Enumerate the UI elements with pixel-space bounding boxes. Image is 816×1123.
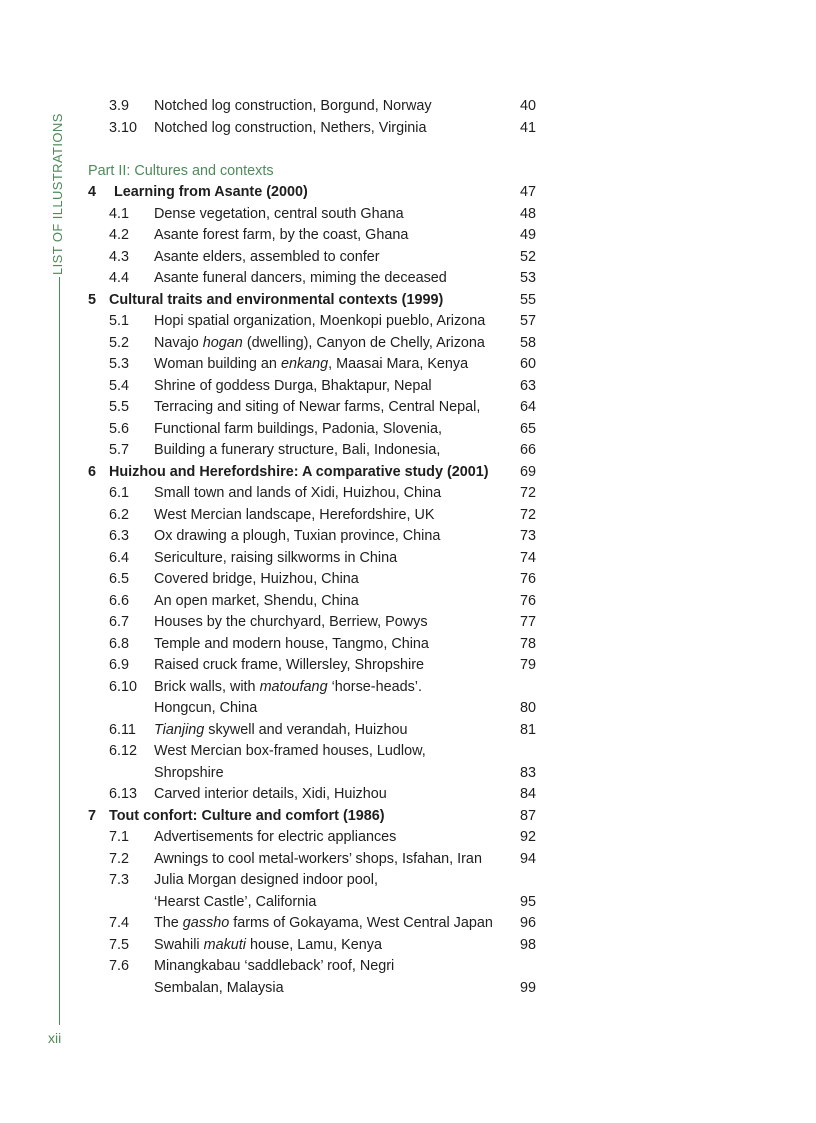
caption-part: (dwelling), Canyon de Chelly, Arizona xyxy=(242,334,485,351)
figure-caption: Shrine of goddess Durga, Bhaktapur, Nepal xyxy=(154,377,432,394)
page-ref: 94 xyxy=(519,850,536,867)
chapter-heading xyxy=(88,462,540,484)
page-ref: 78 xyxy=(519,635,536,652)
page-ref: 48 xyxy=(519,205,536,222)
figure-number: 7.5 xyxy=(109,936,130,953)
list-item xyxy=(88,311,540,333)
figure-number: 6.7 xyxy=(109,614,130,630)
list-item xyxy=(88,591,540,613)
page-ref: 41 xyxy=(519,119,536,136)
figure-number: 6.13 xyxy=(109,786,138,802)
figure-caption xyxy=(154,935,382,957)
figure-caption: West Mercian landscape, Herefordshire, UK xyxy=(154,506,435,523)
figure-number: 6.3 xyxy=(109,528,130,544)
caption-part: house, Lamu, Kenya xyxy=(245,936,382,953)
chapter-number: 7 xyxy=(88,807,97,824)
list-item-continuation xyxy=(88,763,540,785)
figure-caption: Houses by the churchyard, Berriew, Powys xyxy=(154,614,428,630)
figure-caption: Small town and lands of Xidi, Huizhou, China xyxy=(154,485,442,501)
figure-caption: Julia Morgan designed indoor pool, xyxy=(154,872,379,888)
figure-caption: Advertisements for electric appliances xyxy=(154,829,397,845)
caption-part: , Maasai Mara, Kenya xyxy=(328,356,469,372)
page-ref: 63 xyxy=(519,377,536,394)
page-ref: 96 xyxy=(519,915,536,931)
list-item xyxy=(88,677,540,699)
list-item xyxy=(88,268,540,290)
list-item xyxy=(88,505,540,527)
figure-number: 4.2 xyxy=(109,227,130,243)
list-item xyxy=(88,634,540,656)
figure-caption xyxy=(154,333,485,355)
figure-number: 6.5 xyxy=(109,571,130,587)
list-item xyxy=(88,397,540,419)
page-ref: 57 xyxy=(519,313,536,329)
chapter-heading xyxy=(88,806,540,828)
page-ref: 49 xyxy=(519,227,536,243)
page-ref: 72 xyxy=(519,506,536,523)
page-ref: 64 xyxy=(519,399,536,415)
caption-italic: gassho xyxy=(182,915,230,931)
figure-number: 7.1 xyxy=(109,829,130,845)
figure-number: 3.9 xyxy=(109,98,130,114)
page-ref: 55 xyxy=(519,291,536,308)
running-head-rule xyxy=(59,277,60,1025)
chapter-number: 6 xyxy=(88,463,97,480)
figure-caption: Temple and modern house, Tangmo, China xyxy=(154,635,429,652)
page-ref: 77 xyxy=(519,614,536,630)
chapter-number: 5 xyxy=(88,291,97,308)
chapter-number: 4 xyxy=(88,184,97,200)
figure-number: 7.6 xyxy=(109,958,130,974)
list-item xyxy=(88,333,540,355)
figure-number: 6.10 xyxy=(109,678,138,695)
list-item xyxy=(88,376,540,398)
caption-italic: matoufang xyxy=(259,678,328,695)
caption-part: Brick walls, with xyxy=(154,678,260,695)
figure-number: 4.3 xyxy=(109,248,130,265)
figure-number: 6.4 xyxy=(109,549,130,566)
list-item xyxy=(88,204,540,226)
page-ref: 52 xyxy=(519,248,536,265)
figure-number: 4.1 xyxy=(109,205,130,222)
list-item xyxy=(88,225,540,247)
figure-number: 5.5 xyxy=(109,399,130,415)
list-item xyxy=(88,440,540,462)
figure-number: 6.11 xyxy=(109,721,136,738)
caption-italic: hogan xyxy=(202,334,243,351)
page-ref: 58 xyxy=(519,334,536,351)
list-item xyxy=(88,870,540,892)
figure-caption: Building a funerary structure, Bali, Indonesia, xyxy=(154,442,441,458)
running-head xyxy=(50,95,70,1025)
list-item xyxy=(88,741,540,763)
figure-number: 4.4 xyxy=(109,270,130,286)
page-ref: 60 xyxy=(519,356,536,372)
list-item xyxy=(88,655,540,677)
chapter-title: Cultural traits and environmental contexts (1999) xyxy=(109,291,444,308)
page-ref: 79 xyxy=(519,657,536,673)
illustrations-list xyxy=(88,96,540,999)
figure-caption: Dense vegetation, central south Ghana xyxy=(154,205,404,222)
page-ref: 53 xyxy=(519,270,536,286)
page-ref: 66 xyxy=(519,442,536,458)
list-item xyxy=(88,247,540,269)
figure-caption: Awnings to cool metal-workers’ shops, Isfahan, Iran xyxy=(154,850,482,867)
list-item xyxy=(88,526,540,548)
figure-number: 5.6 xyxy=(109,420,130,437)
figure-number: 6.9 xyxy=(109,657,130,673)
list-item xyxy=(88,483,540,505)
figure-caption: Asante elders, assembled to confer xyxy=(154,248,380,265)
running-head-label: LIST OF ILLUSTRATIONS xyxy=(50,113,65,275)
figure-caption xyxy=(154,720,407,742)
caption-part: skywell and verandah, Huizhou xyxy=(204,721,408,738)
page-ref: 65 xyxy=(519,420,536,437)
list-item xyxy=(88,849,540,871)
caption-italic: makuti xyxy=(203,936,246,953)
figure-caption: Asante funeral dancers, miming the deceased xyxy=(154,270,447,286)
chapter-heading xyxy=(88,182,540,204)
page-ref: 84 xyxy=(519,786,536,802)
figure-caption xyxy=(154,354,468,376)
figure-number: 5.7 xyxy=(109,442,130,458)
figure-caption: An open market, Shendu, China xyxy=(154,592,359,609)
list-item xyxy=(88,612,540,634)
list-item xyxy=(88,913,540,935)
figure-caption: Raised cruck frame, Willersley, Shropshire xyxy=(154,657,425,673)
figure-number: 7.4 xyxy=(109,915,130,931)
page-ref: 80 xyxy=(519,700,536,716)
page-ref: 73 xyxy=(519,528,536,544)
page-ref: 69 xyxy=(519,463,536,480)
figure-caption: Hopi spatial organization, Moenkopi pueblo, Arizona xyxy=(154,313,486,329)
caption-part: Navajo xyxy=(154,334,203,351)
page-ref: 87 xyxy=(519,807,536,824)
list-item-continuation xyxy=(88,978,540,1000)
figure-number: 5.4 xyxy=(109,377,130,394)
page-ref: 40 xyxy=(519,98,536,114)
list-item xyxy=(88,827,540,849)
list-item-continuation xyxy=(88,892,540,914)
page-ref: 47 xyxy=(519,184,536,200)
figure-caption-continued: Sembalan, Malaysia xyxy=(154,979,284,996)
figure-caption-continued: ‘Hearst Castle’, California xyxy=(154,893,317,910)
page-ref: 99 xyxy=(519,979,536,996)
caption-part: Swahili xyxy=(154,936,204,953)
figure-number: 6.1 xyxy=(109,485,130,501)
figure-caption xyxy=(154,677,422,699)
page-ref: 95 xyxy=(519,893,536,910)
page-number: xii xyxy=(48,1030,62,1046)
figure-caption-continued: Shropshire xyxy=(154,764,224,781)
figure-caption: Sericulture, raising silkworms in China xyxy=(154,549,398,566)
page-ref: 92 xyxy=(519,829,536,845)
chapter-title: Huizhou and Herefordshire: A comparative study (2001) xyxy=(109,463,489,480)
figure-caption: Carved interior details, Xidi, Huizhou xyxy=(154,786,387,802)
page-ref: 83 xyxy=(519,764,536,781)
list-item xyxy=(88,548,540,570)
part-heading: Part II: Cultures and contexts xyxy=(88,163,274,179)
figure-caption: West Mercian box-framed houses, Ludlow, xyxy=(154,743,426,759)
figure-caption: Covered bridge, Huizhou, China xyxy=(154,571,359,587)
caption-italic: Tianjing xyxy=(154,721,205,738)
figure-number: 5.1 xyxy=(109,313,130,329)
figure-number: 5.2 xyxy=(109,334,130,351)
chapter-title: Tout confort: Culture and comfort (1986) xyxy=(109,807,385,824)
list-item xyxy=(88,354,540,376)
list-item xyxy=(88,118,540,140)
figure-caption: Ox drawing a plough, Tuxian province, China xyxy=(154,528,441,544)
figure-number: 5.3 xyxy=(109,356,130,372)
page-ref: 76 xyxy=(519,592,536,609)
figure-number: 7.2 xyxy=(109,850,130,867)
list-item xyxy=(88,419,540,441)
figure-caption: Functional farm buildings, Padonia, Slovenia, xyxy=(154,420,442,437)
page-ref: 81 xyxy=(519,721,536,738)
figure-caption: Notched log construction, Borgund, Norway xyxy=(154,98,432,114)
caption-part: farms of Gokayama, West Central Japan xyxy=(229,915,493,931)
figure-caption: Notched log construction, Nethers, Virginia xyxy=(154,119,427,136)
figure-number: 6.12 xyxy=(109,743,138,759)
figure-caption: Asante forest farm, by the coast, Ghana xyxy=(154,227,409,243)
figure-caption: Terracing and siting of Newar farms, Central Nepal, xyxy=(154,399,481,415)
list-item-continuation xyxy=(88,698,540,720)
list-item xyxy=(88,96,540,118)
caption-italic: enkang xyxy=(280,356,329,372)
list-item xyxy=(88,956,540,978)
figure-number: 6.6 xyxy=(109,592,130,609)
list-item xyxy=(88,569,540,591)
list-item xyxy=(88,935,540,957)
page-ref: 98 xyxy=(519,936,536,953)
caption-part: ‘horse-heads’. xyxy=(327,678,422,695)
figure-caption xyxy=(154,913,493,935)
caption-part: The xyxy=(154,915,183,931)
list-item xyxy=(88,720,540,742)
chapter-heading xyxy=(88,290,540,312)
figure-number: 6.8 xyxy=(109,635,130,652)
page-ref: 76 xyxy=(519,571,536,587)
chapter-title: Learning from Asante (2000) xyxy=(114,184,308,200)
figure-number: 3.10 xyxy=(109,119,138,136)
caption-part: Woman building an xyxy=(154,356,281,372)
page-ref: 72 xyxy=(519,485,536,501)
figure-caption: Minangkabau ‘saddleback’ roof, Negri xyxy=(154,958,395,974)
figure-number: 7.3 xyxy=(109,872,130,888)
figure-caption-continued: Hongcun, China xyxy=(154,700,258,716)
figure-number: 6.2 xyxy=(109,506,130,523)
page-ref: 74 xyxy=(519,549,536,566)
list-item xyxy=(88,784,540,806)
